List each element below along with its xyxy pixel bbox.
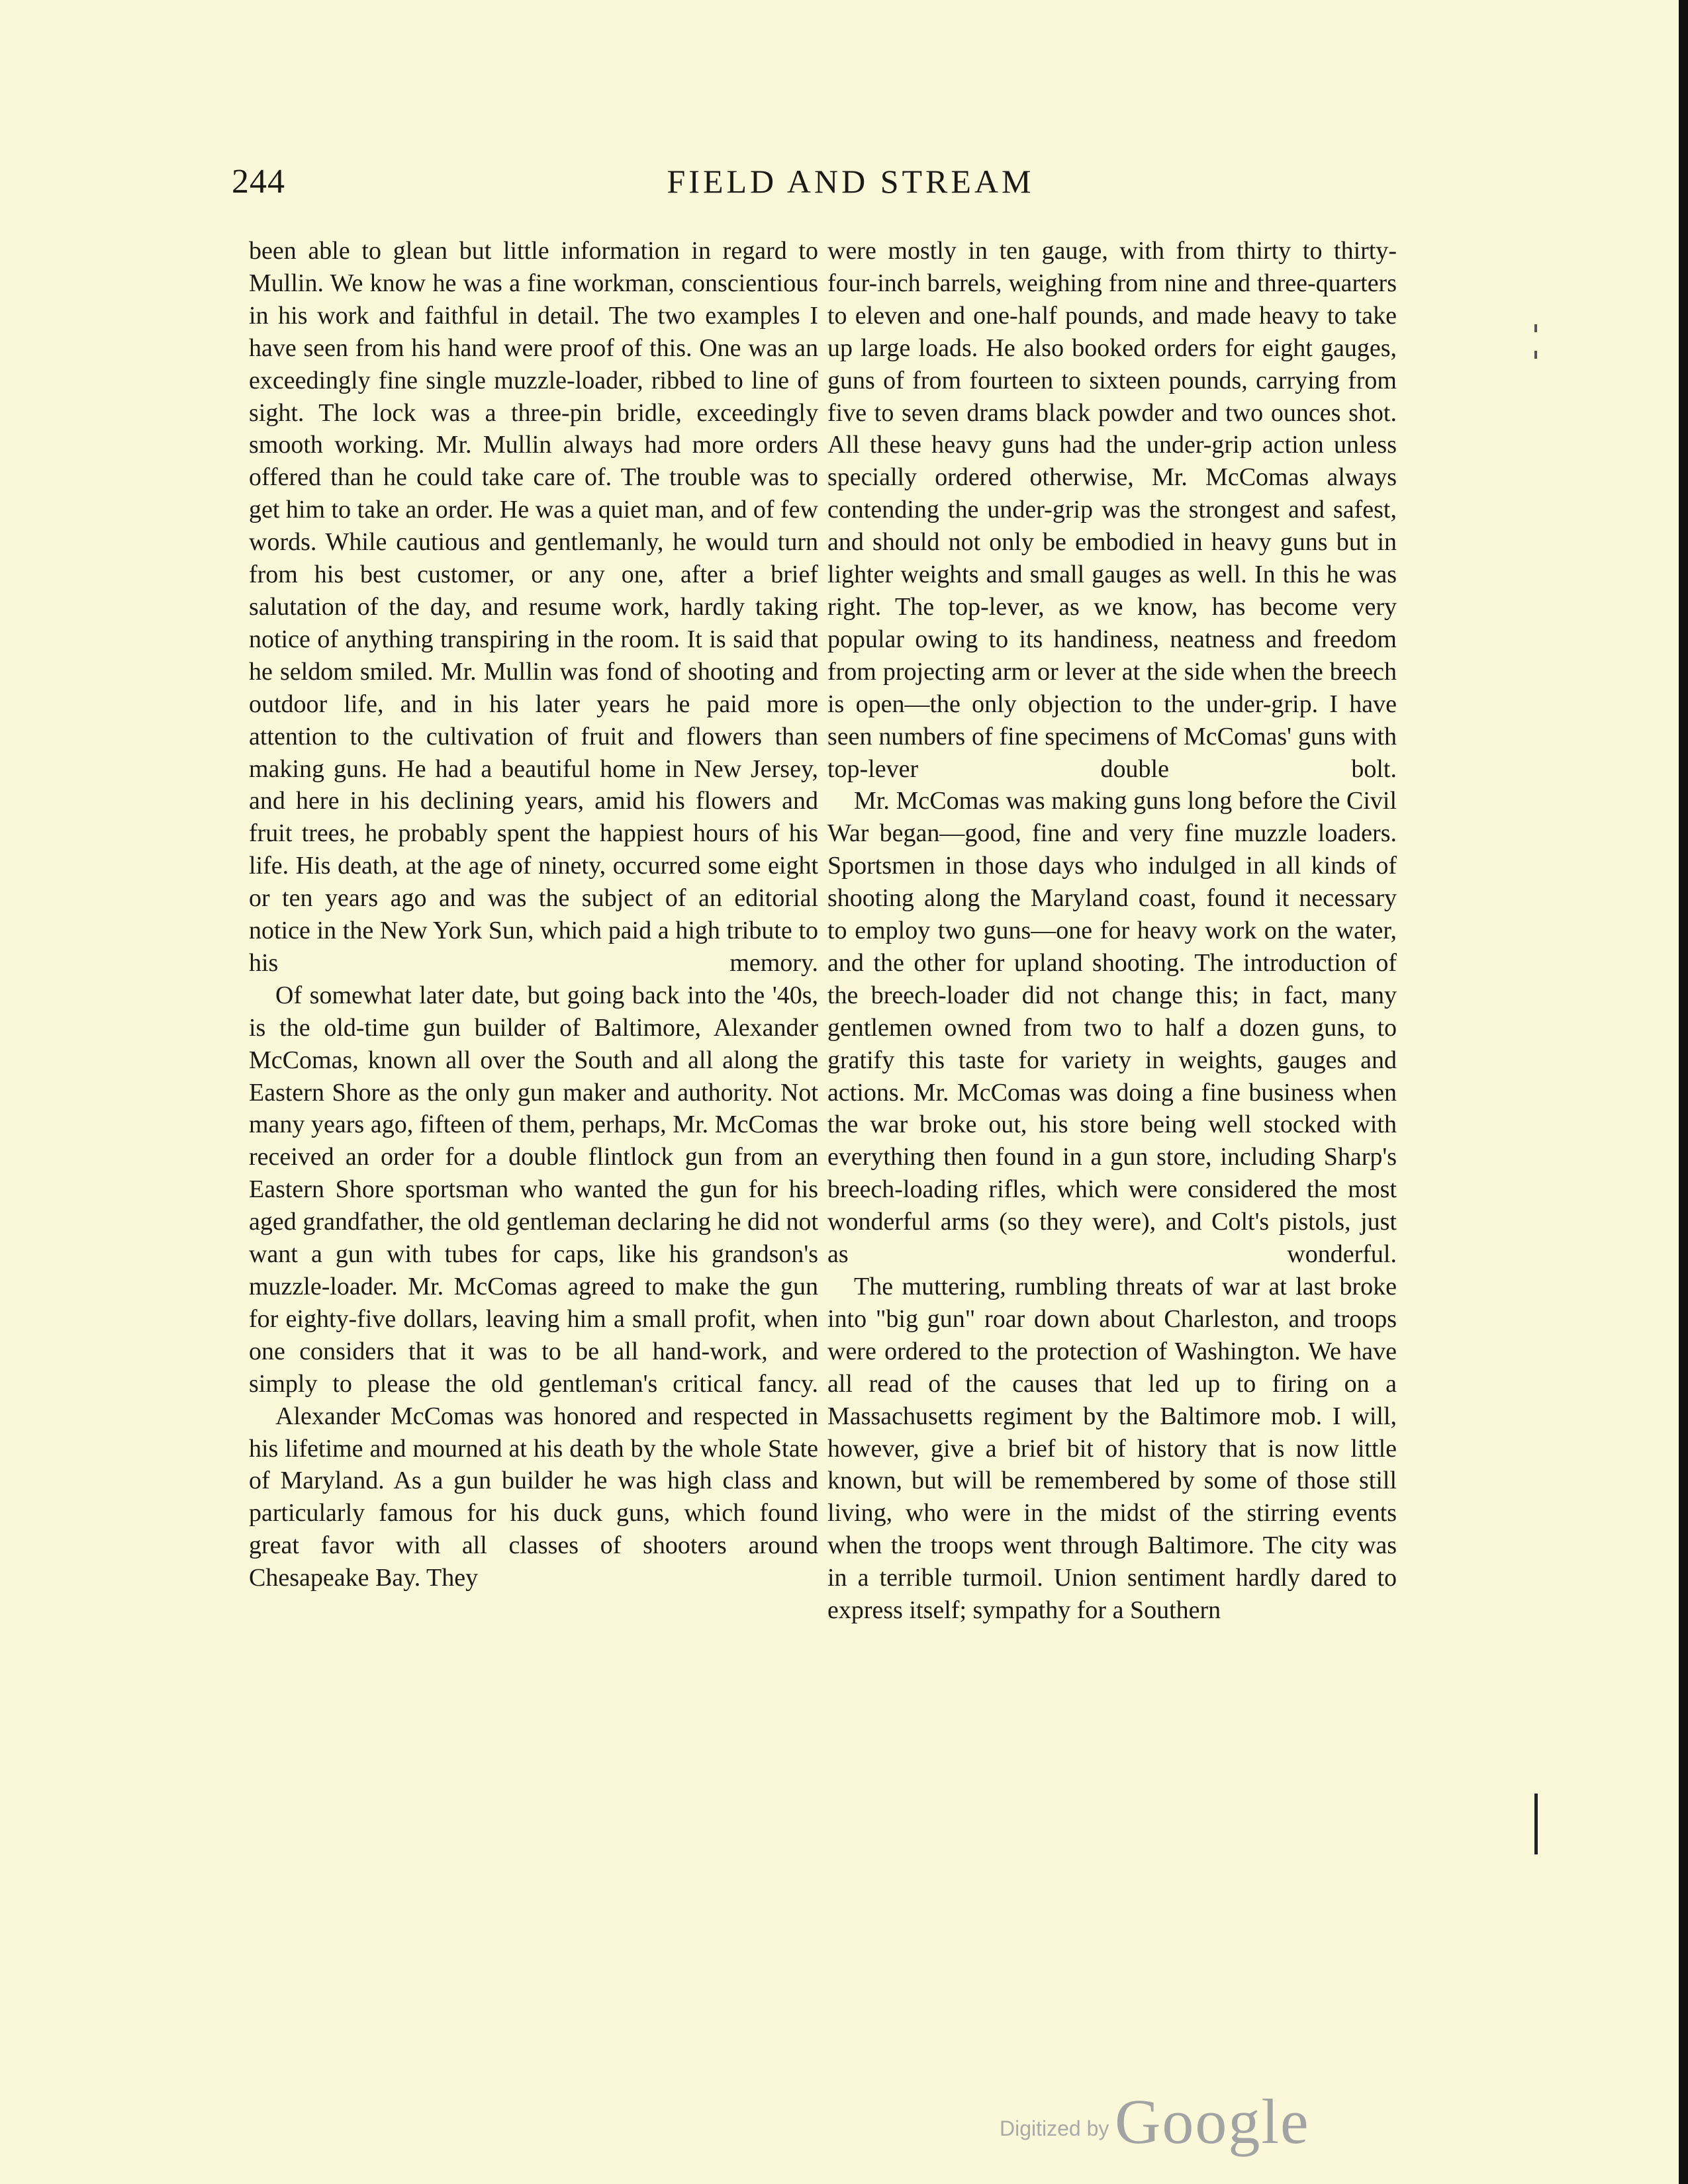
digitized-watermark [1000, 2085, 1463, 2158]
scan-edge [1679, 0, 1688, 2184]
margin-dot [1534, 324, 1537, 332]
right-column [827, 235, 1397, 2035]
right-paragraph-2: Mr. McComas was making guns long before the Civil War began—good, fine and very fine muzzle loaders. Sportsmen in those days who indulged in all kinds of shooting along the Maryland coast, found it necessary to employ two guns—one for heavy work on the water, and the other for upland shooting. The introduction of the breech-loader did not change this; in fact, many gentlemen owned from two to half a dozen guns, to gratify this taste for variety in weights, gauges and actions. Mr. McComas was doing a fine business when the war broke out, his store being well stocked with everything then found in a gun store, including Sharp's breech-loading rifles, which were considered the most wonderful arms (so they were), and Colt's pistols, just as wonderful. [827, 787, 1397, 1269]
margin-dot [1534, 351, 1537, 359]
right-paragraph-1: were mostly in ten gauge, with from thirty to thirty-four-inch barrels, weighing from nine and three-quarters to eleven and one-half pounds, and made heavy to take up large loads. He also booked orders for eight gauges, guns of from fourteen to sixteen pounds, carrying from five to seven drams black powder and two ounces shot. All these heavy guns had the under-grip action unless specially ordered otherwise, Mr. McComas always contending the under-grip was the strongest and safest, and should not only be embodied in heavy guns but in lighter weights and small gauges as well. In this he was right. The top-lever, as we know, has become very popular owing to its handiness, neatness and freedom from projecting arm or lever at the side when the breech is open—the only objection to the under-grip. I have seen numbers of fine specimens of McComas' guns with top-lever double bolt. [827, 237, 1397, 783]
left-column [249, 235, 818, 2035]
margin-line [1534, 1794, 1538, 1854]
left-paragraph-3: Alexander McComas was honored and respected in his lifetime and mourned at his death by the whole State of Maryland. As a gun builder he was high class and particularly famous for his duck guns, which found great favor with all classes of shooters around Chesapeake Bay. They [249, 1402, 818, 1592]
watermark-prefix: Digitized by [1000, 2116, 1109, 2140]
page-number: 244 [232, 163, 285, 201]
running-head: FIELD AND STREAM [667, 163, 1035, 200]
left-paragraph-1: been able to glean but little information in regard to Mullin. We know he was a fine workman, conscientious in his work and faithful in detail. The two examples I have seen from his hand were proof of this. One was an exceedingly fine single muzzle-loader, ribbed to line of sight. The lock was a three-pin bridle, exceedingly smooth working. Mr. Mullin always had more orders offered than he could take care of. The trouble was to get him to take an order. He was a quiet man, and of few words. While cautious and gentlemanly, he would turn from his best customer, or any one, after a brief salutation of the day, and resume work, hardly taking notice of anything transpiring in the room. It is said that he seldom smiled. Mr. Mullin was fond of shooting and outdoor life, and in his later years he paid more attention to the cultivation of fruit and flowers than making guns. He had a beautiful home in New Jersey, and here in his declining years, amid his flowers and fruit trees, he probably spent the happiest hours of his life. His death, at the age of ninety, occurred some eight or ten years ago and was the subject of an editorial notice in the New York Sun, which paid a high tribute to his memory. [249, 237, 818, 977]
page-header [232, 162, 1470, 208]
left-paragraph-2: Of somewhat later date, but going back into the '40s, is the old-time gun builder of Baltimore, Alexander McComas, known all over the South and all along the Eastern Shore as the only gun maker and authority. Not many years ago, fifteen of them, perhaps, Mr. McComas received an order for a double flintlock gun from an Eastern Shore sportsman who wanted the gun for his aged grandfather, the old gentleman declaring he did not want a gun with tubes for caps, like his grandson's muzzle-loader. Mr. McComas agreed to make the gun for eighty-five dollars, leaving him a small profit, when one considers that it was to be all hand-work, and simply to please the old gentleman's critical fancy. [249, 981, 818, 1398]
google-logo: Google [1115, 2086, 1310, 2157]
right-paragraph-3: The muttering, rumbling threats of war at last broke into "big gun" roar down about Charleston, and troops were ordered to the protection of Washington. We have all read of the causes that led up to firing on a Massachusetts regiment by the Baltimore mob. I will, however, give a brief bit of history that is now little known, but will be remembered by some of those still living, who were in the midst of the stirring events when the troops went through Baltimore. The city was in a terrible turmoil. Union sentiment hardly dared to express itself; sympathy for a Southern [827, 1273, 1397, 1625]
